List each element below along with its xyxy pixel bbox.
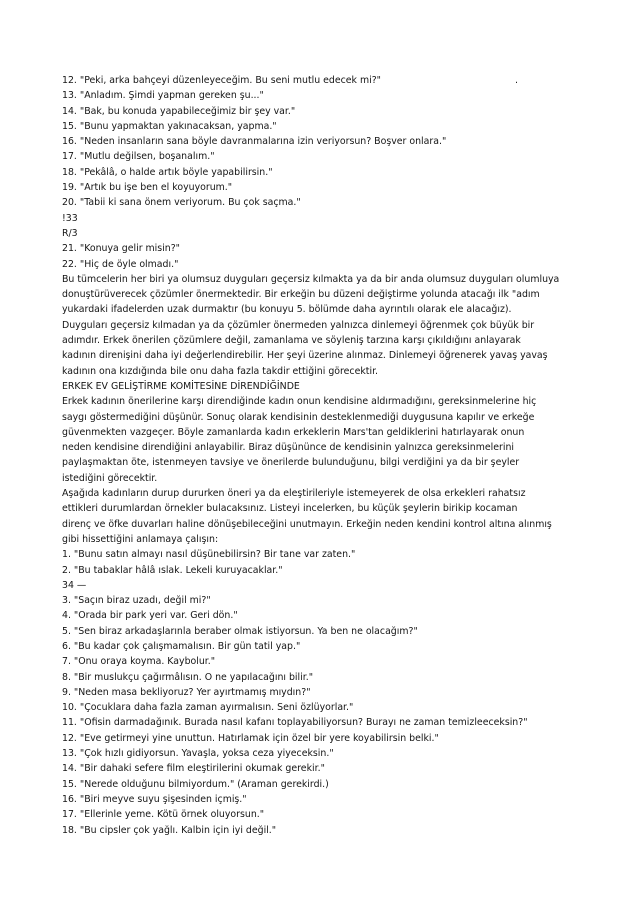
- paragraph-line: ettikleri durumlardan örnekler bulacaksınız. Listeyi incelerken, bu küçük şeylerin birikip kocaman: [62, 503, 518, 515]
- text-line: 18. "Pekâlâ, o halde artık böyle yapabilirsin.": [62, 166, 273, 178]
- stray-mark: .: [515, 75, 518, 86]
- section-heading: ERKEK EV GELİŞTİRME KOMİTESİNE DİRENDİĞİNDE: [62, 380, 300, 392]
- text-line: 18. "Bu cipsler çok yağlı. Kalbin için iyi değil.": [62, 824, 277, 836]
- page-marker-line: R/3: [62, 227, 78, 239]
- paragraph-line: direnç ve öfke duvarları haline dönüşebileceğini unutmayın. Erkeğin neden kendini kontrol altına alınmış: [62, 518, 552, 530]
- page-number-line: !33: [62, 212, 78, 224]
- paragraph-line: kadının direnişini daha iyi değerlendirebilir. Her şeyi üzerine alınmaz. Dinlemeyi öğrenerek yavaş yavaş: [62, 350, 548, 362]
- paragraph-line: güvenmekten vazgeçer. Böyle zamanlarda kadın erkeklerin Mars'tan geldiklerini hatırlayarak onun: [62, 426, 525, 438]
- paragraph-line: Bu tümcelerin her biri ya olumsuz duyguları geçersiz kılmakta ya da bir anda olumsuz duyguları olumluya: [62, 273, 560, 285]
- paragraph-line: gibi hissettiğini anlamaya çalışın:: [62, 533, 219, 545]
- paragraph-line: istediğini görecektir.: [62, 472, 158, 484]
- document-text: [62, 73, 582, 838]
- paragraph-line: neden kendisine direndiğini anlayabilir. Biraz düşününce de kendisinin yalnızca gereksinmelerini: [62, 442, 515, 454]
- page-number-line: 34 —: [62, 579, 87, 591]
- paragraph-line: saygı göstermediğini düşünür. Sonuç olarak kendisinin desteklenmediği duygusuna kapılır ve erkeğe: [62, 411, 535, 423]
- text-line: 2. "Bu tabaklar hâlâ ıslak. Lekeli kuruyacaklar.": [62, 564, 283, 576]
- text-line: 16. "Neden insanların sana böyle davranmalarına izin veriyorsun? Boşver onlara.": [62, 136, 447, 148]
- text-line: 6. "Bu kadar çok çalışmamalısın. Bir gün tatil yap.": [62, 640, 301, 652]
- paragraph-line: Duyguları geçersiz kılmadan ya da çözümler önermeden yalnızca dinlemeyi öğrenmek çok büyük bir: [62, 319, 535, 331]
- text-line: 15. "Nerede olduğunu bilmiyordum." (Araman gerekirdi.): [62, 778, 329, 790]
- paragraph-line: Erkek kadının önerilerine karşı direndiğinde kadın onun kendisine aldırmadığını, gereksinmelerine hiç: [62, 396, 537, 408]
- text-line: 9. "Neden masa bekliyoruz? Yer ayırtmamış mıydın?": [62, 686, 311, 698]
- text-line: 11. "Ofisin darmadağınık. Burada nasıl kafanı toplayabiliyorsun? Burayı ne zaman temizleeceksin?": [62, 717, 528, 729]
- text-line: 8. "Bir muslukçu çağırmâlısın. O ne yapılacağını bilir.": [62, 671, 314, 683]
- text-line: 4. "Orada bir park yeri var. Geri dön.": [62, 610, 238, 622]
- paragraph-line: paylaşmaktan öte, istenmeyen tavsiye ve önerilerde bulunduğunu, bilgi verdiğini ya da bir şeyler: [62, 457, 520, 469]
- text-line: 12. "Peki, arka bahçeyi düzenleyeceğim. Bu seni mutlu edecek mi?": [62, 75, 381, 86]
- text-line: 16. "Biri meyve suyu şişesinden içmiş.": [62, 793, 247, 805]
- text-line: 14. "Bak, bu konuda yapabileceğimiz bir şey var.": [62, 105, 296, 117]
- text-line: 1. "Bunu satın almayı nasıl düşünebilirsin? Bir tane var zaten.": [62, 549, 356, 561]
- text-line: 19. "Artık bu işe ben el koyuyorum.": [62, 182, 233, 194]
- text-line: 5. "Sen biraz arkadaşlarınla beraber olmak istiyorsun. Ya ben ne olacağım?": [62, 625, 418, 637]
- text-line: 15. "Bunu yapmaktan yakınacaksan, yapma.": [62, 120, 277, 132]
- text-line: 13. "Çok hızlı gidiyorsun. Yavaşla, yoksa ceza yiyeceksin.": [62, 748, 334, 760]
- text-line: 17. "Ellerinle yeme. Kötü örnek oluyorsun.": [62, 809, 265, 821]
- text-line: 3. "Saçın biraz uzadı, değil mi?": [62, 595, 211, 607]
- paragraph-line: kadının ona kızdığında bile onu daha fazla takdir ettiğini görecektir.: [62, 365, 379, 377]
- text-line: 21. "Konuya gelir misin?": [62, 243, 180, 255]
- text-line: 22. "Hiç de öyle olmadı.": [62, 258, 179, 270]
- paragraph-line: Aşağıda kadınların durup dururken öneri ya da eleştirileriyle istemeyerek de olsa erkekleri rahatsız: [62, 488, 526, 500]
- paragraph-line: yukardaki ifadelerden uzak durmaktır (bu konuyu 5. bölümde daha ayrıntılı olarak ele alacağız).: [62, 304, 512, 316]
- text-line: 12. "Eve getirmeyi yine unuttun. Hatırlamak için özel bir yere koyabilirsin belki.": [62, 732, 439, 744]
- text-line: 10. "Çocuklara daha fazla zaman ayırmalısın. Seni özlüyorlar.": [62, 702, 354, 714]
- text-line: 7. "Onu oraya koyma. Kaybolur.": [62, 656, 216, 668]
- paragraph-line: donuştürüverecek çözümler önermektedir. Bir erkeğin bu düzeni değiştirme yolunda atacağı ilk "adım: [62, 289, 540, 301]
- text-line: 13. "Anladım. Şimdi yapman gereken şu...": [62, 90, 264, 102]
- text-line: 14. "Bir dahaki sefere film eleştirilerini okumak gerekir.": [62, 763, 325, 775]
- paragraph-line: adımdır. Erkek önerilen çözümlere değil, zamanlama ve söyleniş tarzına karşı çıkıldığını anlayarak: [62, 335, 521, 347]
- text-line: 17. "Mutlu değilsen, boşanalım.": [62, 151, 215, 163]
- text-line: 20. "Tabii ki sana önem veriyorum. Bu çok saçma.": [62, 197, 301, 209]
